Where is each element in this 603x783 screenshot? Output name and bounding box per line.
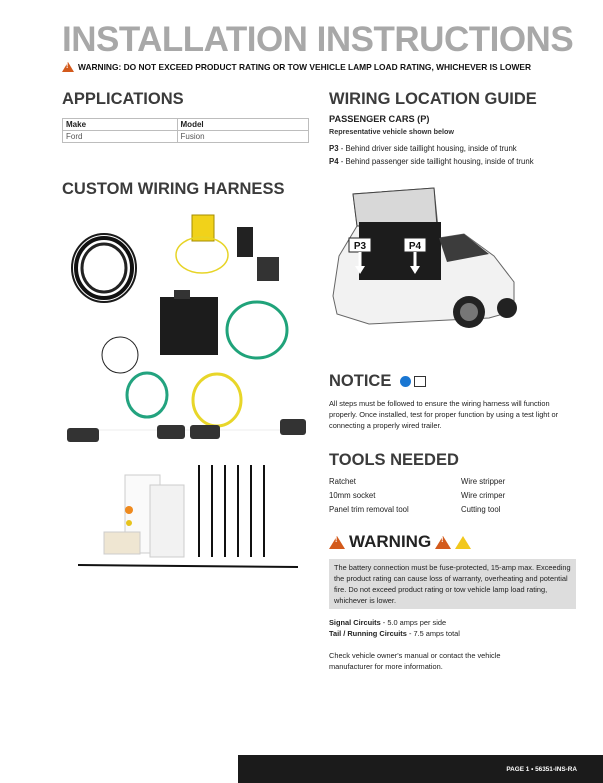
warning-triangle-icon bbox=[62, 62, 74, 72]
manual-text: Check vehicle owner's manual or contact the vehicle manufacturer for more information. bbox=[329, 651, 501, 671]
notice-heading-row bbox=[329, 372, 426, 391]
tools-heading: TOOLS NEEDED bbox=[329, 451, 459, 469]
tail-value: - 7.5 amps total bbox=[406, 629, 460, 638]
location-p3 bbox=[329, 144, 517, 153]
tool-item: Wire stripper bbox=[461, 477, 506, 486]
footer-text: PAGE 1 • 56351-INS-RA bbox=[506, 765, 577, 773]
manual-book-icon bbox=[414, 376, 426, 387]
table-row bbox=[63, 131, 309, 143]
warning-box: The battery connection must be fuse-protected, 15-amp max. Exceeding the product rating can cause loss of warranty, overheating and potential fire. Do not exceed product rating or tow vehicle lamp load rating, whichever is lower. bbox=[329, 559, 576, 609]
signal-circuits bbox=[329, 617, 579, 628]
warning-heading-row bbox=[329, 532, 471, 552]
notice-icons bbox=[400, 376, 426, 387]
tail-label: Tail / Running Circuits bbox=[329, 629, 407, 638]
notice-text: All steps must be followed to ensure the wiring harness will function properly. Once installed, test for proper function by using a test light or connecting a properly wired trailer. bbox=[329, 399, 559, 430]
tool-item: Panel trim removal tool bbox=[329, 505, 409, 514]
location-text: - Behind driver side taillight housing, inside of trunk bbox=[338, 144, 517, 153]
applications-table bbox=[62, 118, 309, 143]
page-footer bbox=[238, 755, 603, 783]
p3-label: P3 bbox=[353, 241, 367, 252]
top-warning bbox=[62, 62, 531, 72]
tool-item: Ratchet bbox=[329, 477, 356, 486]
location-text: - Behind passenger side taillight housing, inside of trunk bbox=[338, 157, 534, 166]
table-header-row bbox=[63, 119, 309, 131]
tool-item: 10mm socket bbox=[329, 491, 376, 500]
passenger-cars-subheading: PASSENGER CARS (P) bbox=[329, 114, 430, 124]
representative-note: Representative vehicle shown below bbox=[329, 127, 455, 136]
wiring-harness-image bbox=[62, 205, 308, 575]
top-warning-text: WARNING: DO NOT EXCEED PRODUCT RATING OR TOW VEHICLE LAMP LOAD RATING, WHICHEVER IS LOWER bbox=[78, 62, 532, 72]
tail-circuits bbox=[329, 628, 579, 639]
warning-triangle-icon bbox=[329, 536, 345, 549]
col-model: Model bbox=[177, 119, 308, 131]
vehicle-image bbox=[329, 186, 517, 356]
location-code: P3 bbox=[329, 144, 339, 153]
location-p4 bbox=[329, 157, 534, 166]
page-title: INSTALLATION INSTRUCTIONS bbox=[62, 20, 574, 59]
tool-item: Cutting tool bbox=[461, 505, 501, 514]
signal-label: Signal Circuits bbox=[329, 618, 381, 627]
harness-heading: CUSTOM WIRING HARNESS bbox=[62, 180, 285, 198]
signal-value: - 5.0 amps per side bbox=[380, 618, 447, 627]
warning-heading: WARNING bbox=[349, 532, 432, 551]
p4-label: P4 bbox=[408, 241, 422, 252]
wiring-location-heading: WIRING LOCATION GUIDE bbox=[329, 90, 537, 108]
info-circle-icon bbox=[400, 376, 411, 387]
col-make: Make bbox=[63, 119, 178, 131]
applications-heading: APPLICATIONS bbox=[62, 90, 184, 108]
location-code: P4 bbox=[329, 157, 339, 166]
tool-item: Wire crimper bbox=[461, 491, 506, 500]
tools-list bbox=[329, 475, 539, 517]
electric-hazard-icon bbox=[455, 536, 471, 549]
warning-triangle-icon bbox=[435, 536, 451, 549]
cell-model: Fusion bbox=[177, 131, 308, 143]
cell-make: Ford bbox=[63, 131, 178, 143]
notice-heading: NOTICE bbox=[329, 372, 392, 390]
